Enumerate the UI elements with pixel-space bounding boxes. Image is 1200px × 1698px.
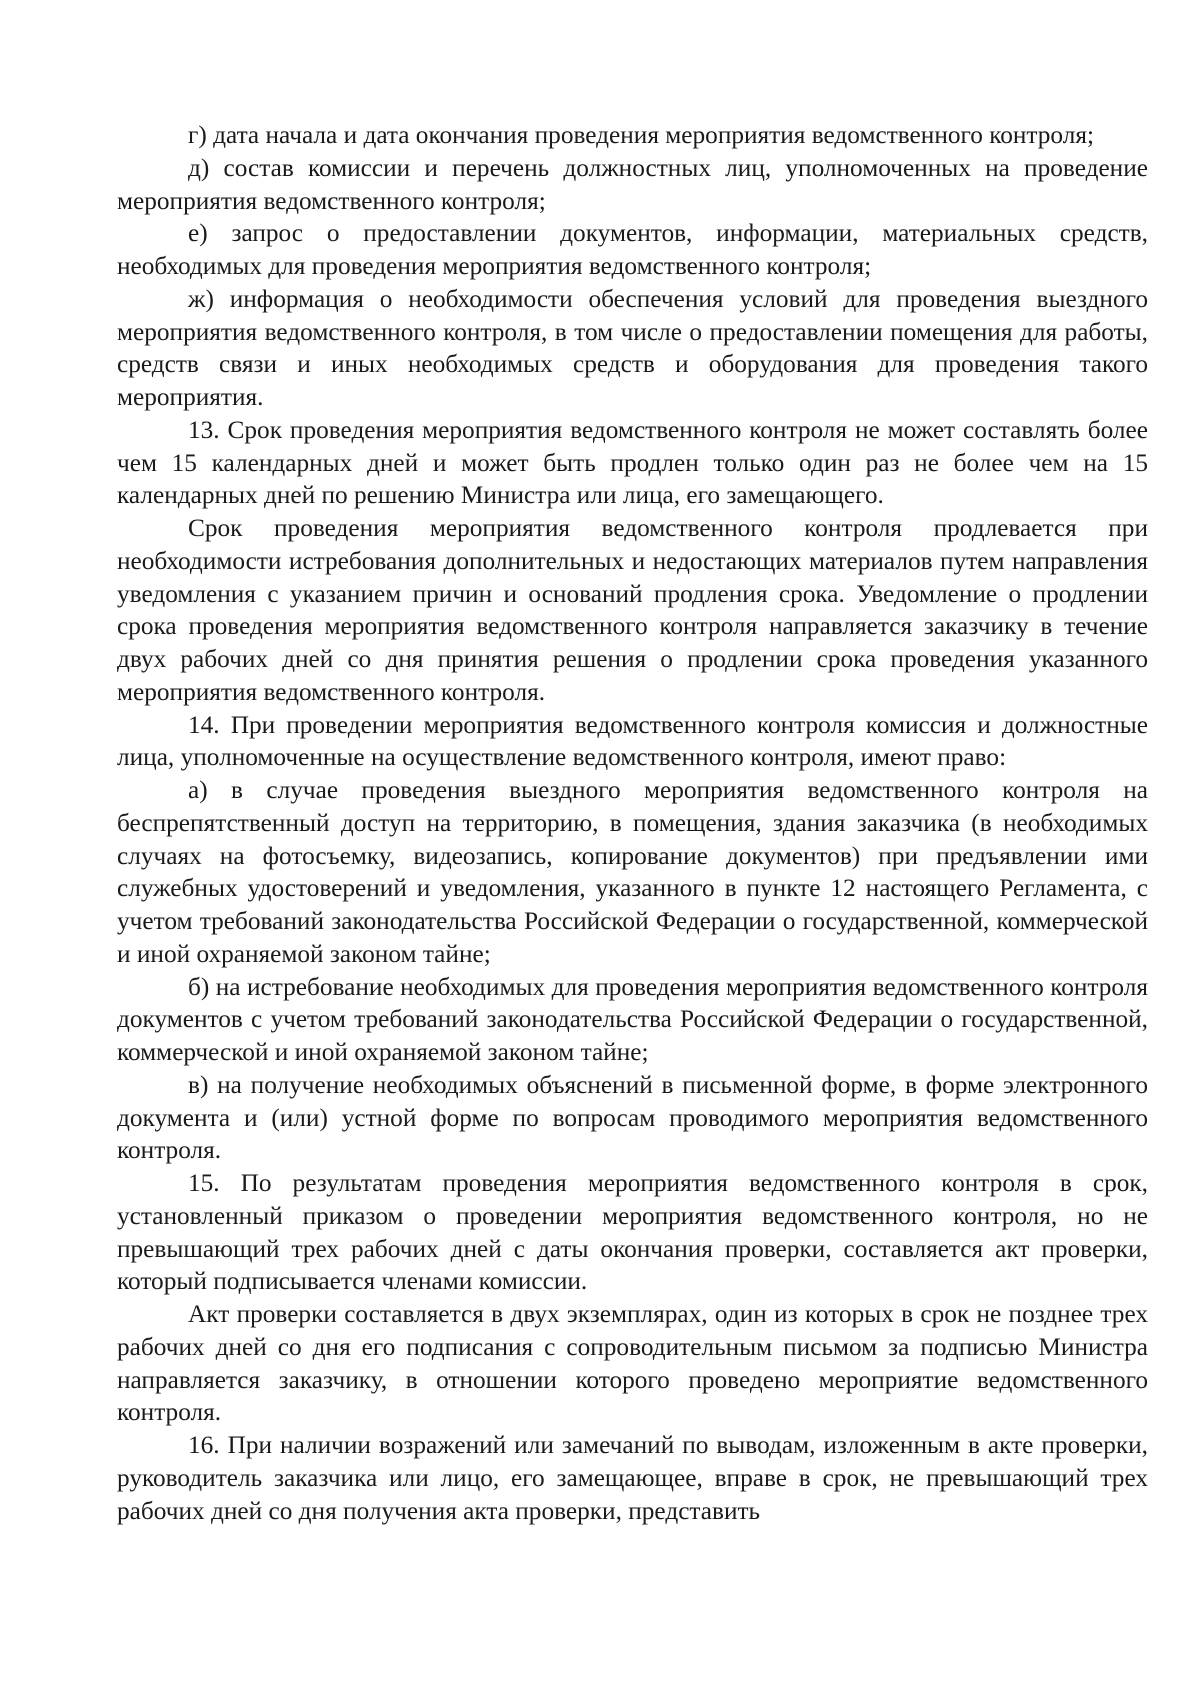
- paragraph-item-g: г) дата начала и дата окончания проведения мероприятия ведомственного контроля;: [188, 121, 1095, 149]
- paragraph-item-b: б) на истребование необходимых для проведения мероприятия ведомственного контроля документов с учетом требований законодательства Российской Федерации о государственной, коммерческой и иной охраняемой законом тайне;: [117, 972, 1148, 1066]
- paragraph-item-e: е) запрос о предоставлении документов, информации, материальных средств, необходимых для проведения мероприятия ведомственного контроля;: [117, 219, 1148, 280]
- paragraph-clause-14: 14. При проведении мероприятия ведомственного контроля комиссия и должностные лица, уполномоченные на осуществление ведомственного контроля, имеют право:: [117, 710, 1148, 772]
- paragraph-item-d: д) состав комиссии и перечень должностных лиц, уполномоченных на проведение мероприятия ведомственного контроля;: [117, 153, 1148, 215]
- paragraph-item-v: в) на получение необходимых объяснений в письменной форме, в форме электронного документа и (или) устной форме по вопросам проводимого мероприятия ведомственного контроля.: [117, 1070, 1148, 1165]
- paragraph-clause-13: 13. Срок проведения мероприятия ведомственного контроля не может составлять более чем 15 календарных дней и может быть продлен только один раз не более чем на 15 календарных дней по решению Министра или лица, его замещающего.: [117, 415, 1148, 510]
- paragraph-clause-15: 15. По результатам проведения мероприятия ведомственного контроля в срок, установленный приказом о проведении мероприятия ведомственного контроля, но не превышающий трех рабочих дней с даты окончания проверки, составляется акт проверки, который подписывается членами комиссии.: [117, 1169, 1148, 1296]
- paragraph-clause-15-act: Акт проверки составляется в двух экземплярах, один из которых в срок не позднее трех рабочих дней со дня его подписания с сопроводительным письмом за подписью Министра направляется заказчику, в отношении которого проведено мероприятие ведомственного контроля.: [117, 1300, 1148, 1427]
- paragraph-clause-16: 16. При наличии возражений или замечаний по выводам, изложенным в акте проверки, руководитель заказчика или лицо, его замещающее, вправе в срок, не превышающий трех рабочих дней со дня получения акта проверки, представить: [117, 1431, 1148, 1525]
- paragraph-item-zh: ж) информация о необходимости обеспечения условий для проведения выездного мероприятия ведомственного контроля, в том числе о предоставлении помещения для работы, средств связи и иных необходимых средств и оборудования для проведения такого мероприятия.: [117, 284, 1148, 411]
- document-body: [117, 119, 1148, 1527]
- paragraph-item-a: а) в случае проведения выездного мероприятия ведомственного контроля на беспрепятственный доступ на территорию, в помещения, здания заказчика (в необходимых случаях на фотосъемку, видеозапись, копирование документов) при предъявлении ими служебных удостоверений и уведомления, указанного в пункте 12 настоящего Регламента, с учетом требований законодательства Российской Федерации о государственной, коммерческой и иной охраняемой законом тайне;: [117, 776, 1148, 968]
- paragraph-clause-13-extension: Срок проведения мероприятия ведомственного контроля продлевается при необходимости истребования дополнительных и недостающих материалов путем направления уведомления с указанием причин и оснований продления срока. Уведомление о продлении срока проведения мероприятия ведомственного контроля направляется заказчику в течение двух рабочих дней со дня принятия решения о продлении срока проведения указанного мероприятия ведомственного контроля.: [117, 514, 1148, 706]
